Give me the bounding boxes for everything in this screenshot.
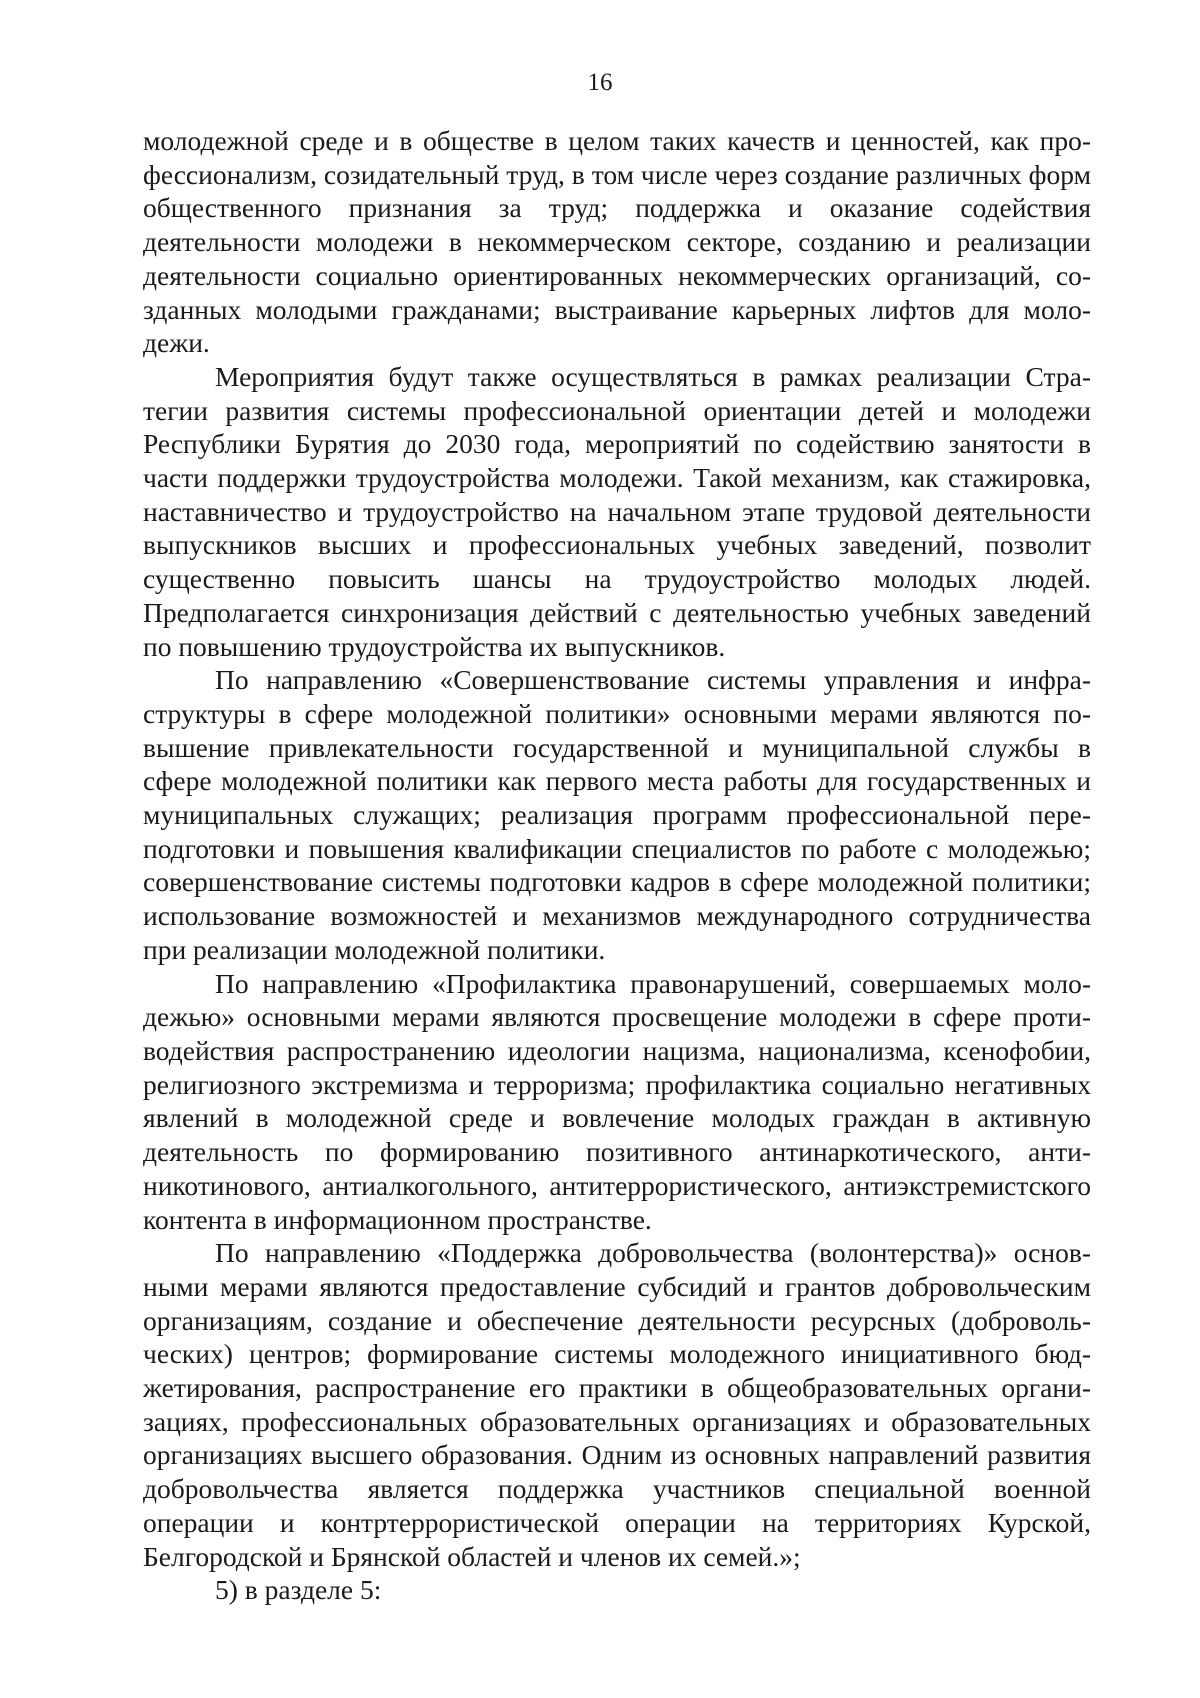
paragraph-continuation: молодежной среде и в обществе в целом таких качеств и ценностей, как профессионализм, созидательный труд, в том числе через создание различных форм общественного признания за труд; поддержка и оказание содействия деятельности молодежи в некоммерческом секторе, созданию и реализации деятельности социально ориентированных некоммерческих организаций, созданных молодыми гражданами; выстраивание карьерных лифтов для молодежи. — [143, 125, 1091, 359]
paragraph-offense-prevention: По направлению «Профилактика правонарушений, совершаемых молодежью» основными мерами являются просвещение молодежи в сфере противодействия распространению идеологии нацизма, национализма, ксенофобии, религиозного экстремизма и терроризма; профилактика социально негативных явлений в молодежной среде и вовлечение молодых граждан в активную деятельность по формированию позитивного антинаркотического, антиникотинового, антиалкогольного, антитеррористического, антиэкстремистского контента в информационном пространстве. — [143, 967, 1091, 1235]
list-item-section-5: 5) в разделе 5: — [215, 1574, 382, 1606]
document-body — [143, 124, 1091, 1607]
paragraph-volunteering-support: По направлению «Поддержка добровольчества (волонтерства)» основными мерами являются предоставление субсидий и грантов добровольческим организациям, создание и обеспечение деятельности ресурсных (добровольческих) центров; формирование системы молодежного инициативного бюджетирования, распространение его практики в общеобразовательных организациях, профессиональных образовательных организациях и образовательных организациях высшего образования. Одним из основных направлений развития добровольчества является поддержка участников специальной военной операции и контртеррористической операции на территориях Курской, Белгородской и Брянской областей и членов их семей.»; — [143, 1237, 1091, 1572]
page-number: 16 — [587, 69, 613, 96]
paragraph-career-guidance-strategy: Мероприятия будут также осуществляться в рамках реализации Стратегии развития системы профессиональной ориентации детей и молодежи Республики Бурятия до 2030 года, мероприятий по содействию занятости в части поддержки трудоустройства молодежи. Такой механизм, как стажировка, наставничество и трудоустройство на начальном этапе трудовой деятельности выпускников высших и профессиональных учебных заведений, позволит существенно повысить шансы на трудоустройство молодых людей. Предполагается синхронизация действий с деятельностью учебных заведений по повышению трудоустройства их выпускников. — [143, 360, 1091, 662]
paragraph-management-infrastructure: По направлению «Совершенствование системы управления и инфраструктуры в сфере молодежной политики» основными мерами являются повышение привлекательности государственной и муниципальной службы в сфере молодежной политики как первого места работы для государственных и муниципальных служащих; реализация программ профессиональной переподготовки и повышения квалификации специалистов по работе с молодежью; совершенствование системы подготовки кадров в сфере молодежной политики; использование возможностей и механизмов международного сотрудничества при реализации молодежной политики. — [143, 664, 1091, 965]
